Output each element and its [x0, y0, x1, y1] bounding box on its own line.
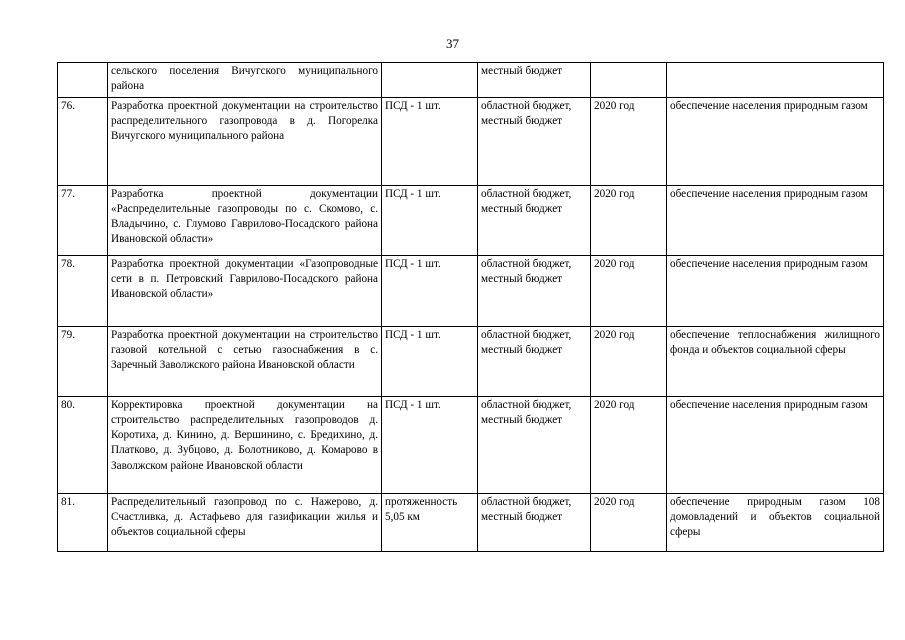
expected-result: обеспечение населения природным газом — [667, 255, 884, 326]
funding-source: областной бюджет, местный бюджет — [478, 185, 591, 255]
measure-volume: ПСД - 1 шт. — [382, 326, 478, 396]
table-row — [58, 185, 884, 255]
table-row — [58, 255, 884, 326]
measure-name: Разработка проектной документации «Газопроводные сети в п. Петровский Гаврилово-Посадского района Ивановской области» — [108, 255, 382, 326]
measures-table — [57, 62, 884, 552]
measure-volume: ПСД - 1 шт. — [382, 97, 478, 185]
measure-name: Разработка проектной документации на строительство распределительного газопровода в д. Погорелка Вичугского муниципального района — [108, 97, 382, 185]
implementation-year: 2020 год — [591, 185, 667, 255]
measure-volume — [382, 63, 478, 98]
row-number: 81. — [58, 493, 108, 551]
implementation-year: 2020 год — [591, 255, 667, 326]
table-row — [58, 396, 884, 493]
row-number: 79. — [58, 326, 108, 396]
table-row — [58, 97, 884, 185]
measure-volume: протяженность 5,05 км — [382, 493, 478, 551]
funding-source: областной бюджет, местный бюджет — [478, 255, 591, 326]
measure-name: Корректировка проектной документации на строительство распределительных газопроводов д. Коротиха, д. Кинино, д. Вершинино, с. Бредихино, д. Платково, д. Зубцово, д. Болотниково, д. Комарово в Заволжском районе Ивановской области — [108, 396, 382, 493]
funding-source: областной бюджет, местный бюджет — [478, 326, 591, 396]
expected-result: обеспечение населения природным газом — [667, 97, 884, 185]
implementation-year: 2020 год — [591, 493, 667, 551]
measure-volume: ПСД - 1 шт. — [382, 185, 478, 255]
funding-source: областной бюджет, местный бюджет — [478, 97, 591, 185]
funding-source: местный бюджет — [478, 63, 591, 98]
expected-result — [667, 63, 884, 98]
measure-volume: ПСД - 1 шт. — [382, 396, 478, 493]
implementation-year: 2020 год — [591, 326, 667, 396]
measure-volume: ПСД - 1 шт. — [382, 255, 478, 326]
page-number: 37 — [446, 36, 459, 51]
measure-name: Распределительный газопровод по с. Нажерово, д. Счастливка, д. Астафьево для газификации жилья и объектов социальной сферы — [108, 493, 382, 551]
funding-source: областной бюджет, местный бюджет — [478, 493, 591, 551]
expected-result: обеспечение населения природным газом — [667, 185, 884, 255]
measure-name: Разработка проектной документации на строительство газовой котельной с сетью газоснабжения в с. Заречный Заволжского района Ивановской области — [108, 326, 382, 396]
row-number: 76. — [58, 97, 108, 185]
implementation-year: 2020 год — [591, 396, 667, 493]
expected-result: обеспечение теплоснабжения жилищного фонда и объектов социальной сферы — [667, 326, 884, 396]
implementation-year: 2020 год — [591, 97, 667, 185]
row-number: 77. — [58, 185, 108, 255]
row-number: 80. — [58, 396, 108, 493]
funding-source: областной бюджет, местный бюджет — [478, 396, 591, 493]
table-row — [58, 326, 884, 396]
table-row — [58, 63, 884, 98]
row-number — [58, 63, 108, 98]
row-number: 78. — [58, 255, 108, 326]
table-row — [58, 493, 884, 551]
expected-result: обеспечение населения природным газом — [667, 396, 884, 493]
implementation-year — [591, 63, 667, 98]
measure-name: сельского поселения Вичугского муниципального района — [108, 63, 382, 98]
measure-name: Разработка проектной документации «Распределительные газопроводы по с. Скомово, с. Владычино, с. Глумово Гаврилово-Посадского района Ивановской области» — [108, 185, 382, 255]
expected-result: обеспечение природным газом 108 домовладений и объектов социальной сферы — [667, 493, 884, 551]
